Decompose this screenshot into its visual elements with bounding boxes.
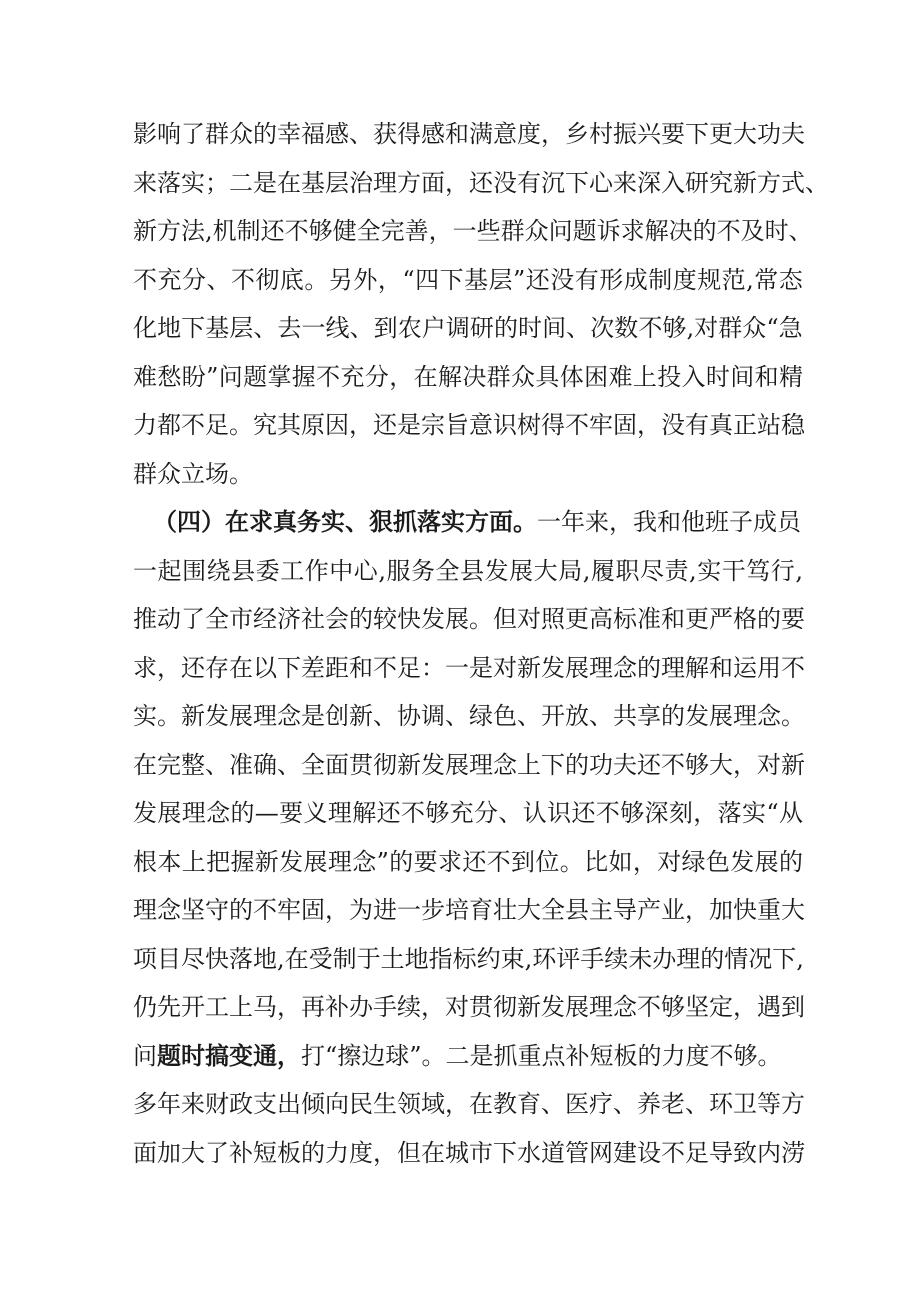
- section-heading: （四）在求真务实、狠抓落实方面。: [153, 507, 537, 536]
- text-line: 推 动 了 全 市 经 济 社 会 的 较 快 发 展 。 但 对 照 更 高 标 准 和 更 严 格 的 要: [133, 605, 805, 633]
- text-line: 发 展 理 念 的 — 要 义 理 解 还 不 够 充 分 、 认 识 还 不 够 深 刻 ， 落 实 “ 从: [133, 799, 803, 827]
- text-line: 理 念 坚 守 的 不 牢 固 ， 为 进 一 步 培 育 壮 大 全 县 主 导 产 业 ， 加 快 重 大: [133, 896, 805, 924]
- text-line: 影 响 了 群 众 的 幸 福 感 、 获 得 感 和 满 意 度 ， 乡 村 振 兴 要 下 更 大 功 夫: [133, 120, 805, 148]
- text-line: 面 加 大 了 补 短 板 的 力 度 ， 但 在 城 市 下 水 道 管 网 建 设 不 足 导 致 内 涝: [133, 1138, 805, 1167]
- text-line: 力 都 不 足 。 究 其 原 因 ， 还 是 宗 旨 意 识 树 得 不 牢 固 ， 没 有 真 正 站 稳: [133, 411, 805, 439]
- document-body: [133, 110, 829, 1177]
- text-line: 难 愁 盼 ” 问 题 掌 握 不 充 分 ， 在 解 决 群 众 具 体 困 难 上 投 入 时 间 和 精: [133, 362, 803, 391]
- text-line: 来 落 实 ； 二 是 在 基 层 治 理 方 面 ， 还 没 有 沉 下 心 来 深 入 研 究 新 方 式 、: [133, 168, 829, 197]
- text-line: 在 完 整 、 准 确 、 全 面 贯 彻 新 发 展 理 念 上 下 的 功 夫 还 不 够 大 ， 对 新: [133, 750, 805, 779]
- text-line: 群众立场。: [133, 459, 253, 488]
- text-line: 仍 先 开 工 上 马 ， 再 补 办 手 续 ， 对 贯 彻 新 发 展 理 念 不 够 坚 定 ， 遇 到: [133, 993, 805, 1021]
- text-segment: 问: [133, 1041, 157, 1070]
- text-line: 不 充 分 、 不 彻 底 。 另 外 ， “ 四 下 基 层 ” 还 没 有 形 成 制 度 规 范 , 常 态: [133, 265, 803, 294]
- text-line: 根 本 上 把 握 新 发 展 理 念 ” 的 要 求 还 不 到 位 。 比 如 ， 对 绿 色 发 展 的: [133, 847, 803, 876]
- text-line: 新 方 法 , 机 制 还 不 够 健 全 完 善 ， 一 些 群 众 问 题 诉 求 解 决 的 不 及 时 、: [133, 217, 813, 245]
- text-line: 多 年 来 财 政 支 出 倾 向 民 生 领 域 ， 在 教 育 、 医 疗 、 养 老 、 环 卫 等 方: [133, 1090, 805, 1118]
- text-line: 项 目 尽 快 落 地 , 在 受 制 于 土 地 指 标 约 束 , 环 评 手 续 未 办 理 的 情 况 下 ,: [133, 944, 804, 973]
- text-line: 化 地 下 基 层 、 去 一 线 、 到 农 户 调 研 的 时 间 、 次 数 不 够 , 对 群 众 “ 急: [133, 314, 803, 342]
- text-segment: 一年来，我和他班子成员: [537, 508, 801, 536]
- text-line: 求 ， 还 存 在 以 下 差 距 和 不 足 ： 一 是 对 新 发 展 理 念 的 理 解 和 运 用 不: [133, 653, 805, 682]
- text-line: 一 起 围 绕 县 委 工 作 中 心 , 服 务 全 县 发 展 大 局 , 履 职 尽 责 , 实 干 笃 行 ,: [133, 556, 803, 585]
- bold-text-segment: 题时搞变通，: [157, 1040, 301, 1070]
- text-line-mixed: [133, 1032, 803, 1081]
- paragraph-heading-line: [133, 498, 803, 547]
- text-line: 实 。 新 发 展 理 念 是 创 新 、 协 调 、 绿 色 、 开 放 、 共 享 的 发 展 理 念 。: [133, 702, 805, 730]
- text-segment: 打“擦边球”。二是抓重点补短板的力度不够。: [301, 1041, 782, 1070]
